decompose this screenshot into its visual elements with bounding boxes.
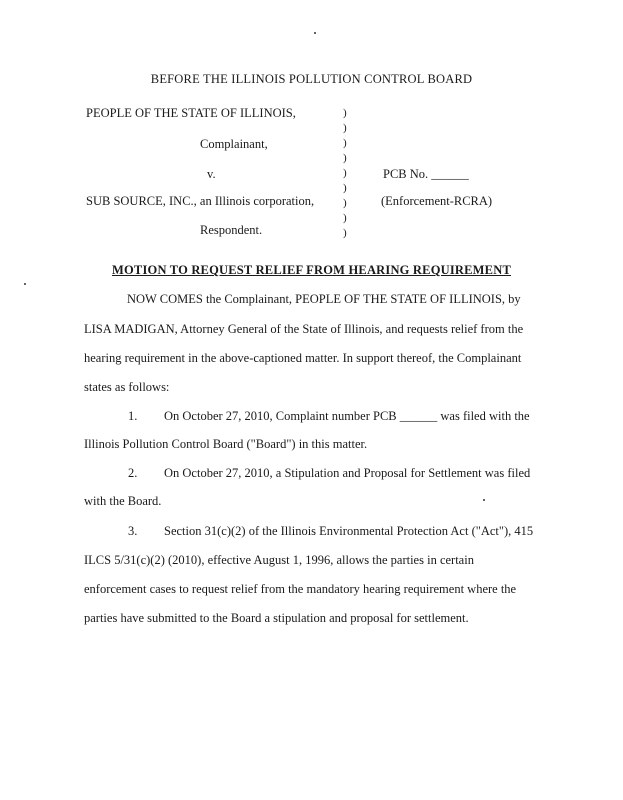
paragraph-line: parties have submitted to the Board a stipulation and proposal for settlement. — [84, 611, 469, 625]
versus-label: v. — [207, 167, 216, 181]
caption-paren: ) — [343, 152, 347, 164]
respondent-role: Respondent. — [200, 223, 263, 237]
paragraph-number: 3. — [128, 524, 138, 538]
plaintiff-name: PEOPLE OF THE STATE OF ILLINOIS, — [86, 106, 296, 120]
case-number: PCB No. ______ — [383, 167, 469, 181]
caption-paren: ) — [343, 212, 347, 224]
paragraph-number: 1. — [128, 409, 138, 423]
paragraph-line: Illinois Pollution Control Board ("Board") in this matter. — [84, 437, 368, 451]
caption-paren: ) — [343, 137, 347, 149]
scan-speck — [483, 499, 485, 501]
paragraph-number: 2. — [128, 466, 138, 480]
paragraph-line: Section 31(c)(2) of the Illinois Environmental Protection Act ("Act"), 415 — [164, 524, 534, 538]
complainant-role: Complainant, — [200, 137, 268, 151]
caption-paren: ) — [343, 197, 347, 209]
body-line: hearing requirement in the above-captioned matter. In support thereof, the Complainant — [84, 351, 522, 365]
body-line: LISA MADIGAN, Attorney General of the State of Illinois, and requests relief from the — [84, 322, 524, 336]
paragraph-line: On October 27, 2010, a Stipulation and Proposal for Settlement was filed — [164, 466, 531, 480]
caption-paren: ) — [343, 122, 347, 134]
caption-paren: ) — [343, 182, 347, 194]
scan-speck — [314, 32, 316, 34]
paragraph-line: with the Board. — [84, 494, 162, 508]
body-line: states as follows: — [84, 380, 170, 394]
body-line: NOW COMES the Complainant, PEOPLE OF THE STATE OF ILLINOIS, by — [127, 292, 521, 306]
defendant-name: SUB SOURCE, INC., an Illinois corporation, — [86, 194, 315, 208]
paragraph-line: On October 27, 2010, Complaint number PCB ______ was filed with the — [164, 409, 530, 423]
caption-paren: ) — [343, 167, 347, 179]
scan-speck — [24, 283, 26, 285]
court-heading: BEFORE THE ILLINOIS POLLUTION CONTROL BOARD — [150, 72, 473, 86]
case-type: (Enforcement-RCRA) — [381, 194, 493, 208]
motion-title: MOTION TO REQUEST RELIEF FROM HEARING REQUIREMENT — [112, 263, 511, 277]
caption-paren: ) — [343, 107, 347, 119]
caption-paren: ) — [343, 227, 347, 239]
paragraph-line: ILCS 5/31(c)(2) (2010), effective August 1, 1996, allows the parties in certain — [84, 553, 474, 567]
paragraph-line: enforcement cases to request relief from the mandatory hearing requirement where the — [84, 582, 517, 596]
